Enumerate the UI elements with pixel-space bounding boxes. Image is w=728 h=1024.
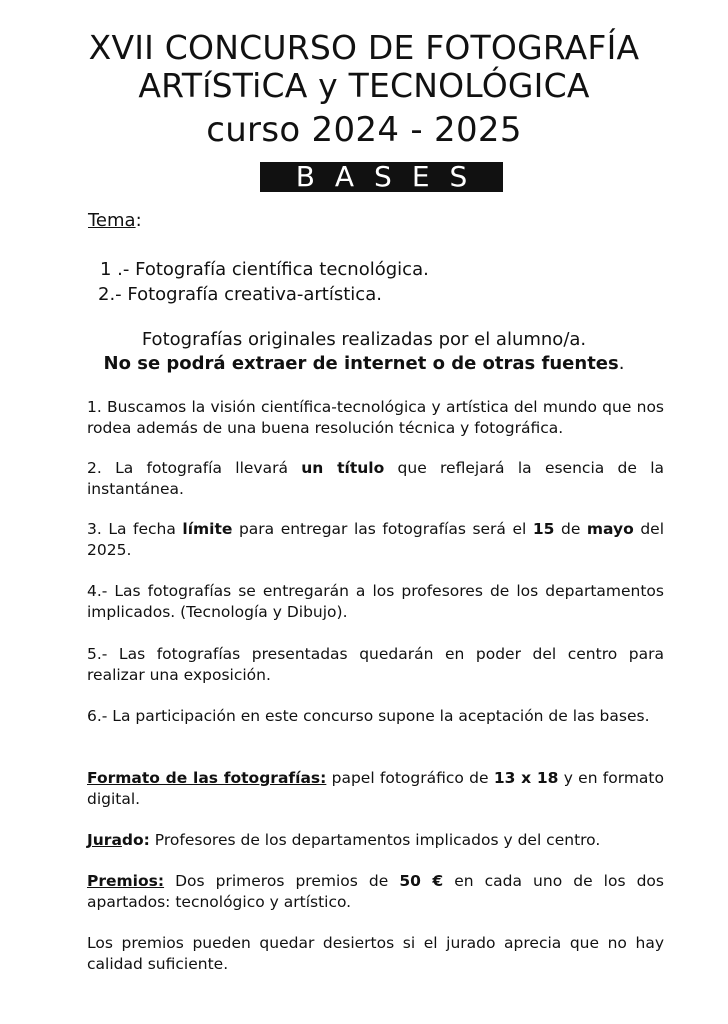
rule-2-text-c: que reflejará la esencia de la instantánea. <box>87 459 665 498</box>
no-internet-text: No se podrá extraer de internet o de otras fuentes <box>103 353 619 374</box>
jury-text: Profesores de los departamentos implicados y del centro. <box>149 831 601 849</box>
jury-label-underlined: Jura <box>87 831 122 849</box>
rule-3-limit-emphasis: límite <box>182 520 233 538</box>
tema-label: Tema <box>88 210 136 231</box>
topic-item-2: 2.- Fotografía creativa-artística. <box>98 284 382 305</box>
format-text-a: papel fotográfico de <box>326 769 494 787</box>
rule-3-day: 15 <box>532 520 555 538</box>
rule-3-text-a: 3. La fecha <box>87 520 183 538</box>
rule-4: 4.- Las fotografías se entregarán a los profesores de los departamentos implicados. (Tecnología y Dibujo). <box>87 582 664 621</box>
rule-5: 5.- Las fotografías presentadas quedarán en poder del centro para realizar una exposición. <box>87 645 664 684</box>
prizes-section <box>87 871 664 913</box>
topic-item-1: 1 .- Fotografía científica tecnológica. <box>100 259 429 280</box>
tema-colon: : <box>135 210 142 231</box>
tema-heading <box>88 209 142 233</box>
contest-title-line2: ARTíSTiCA y TECNOLÓGICA <box>138 66 590 105</box>
rule-3-text-c: para entregar las fotografías será el <box>232 520 533 538</box>
rule-6: 6.- La participación en este concurso supone la aceptación de las bases. <box>87 707 650 725</box>
rule-2-title-emphasis: un título <box>301 459 385 477</box>
rule-1: 1. Buscamos la visión científica-tecnológica y artística del mundo que nos rodea además de una buena resolución técnica y fotográfica. <box>87 398 664 437</box>
prizes-label: Premios: <box>87 872 165 890</box>
format-text-b: y en formato digital. <box>87 769 664 808</box>
format-size: 13 x 18 <box>493 769 559 787</box>
contest-title-line1: XVII CONCURSO DE FOTOGRAFÍA <box>88 28 640 67</box>
rule-3-text-e: de <box>554 520 587 538</box>
originality-note: Fotografías originales realizadas por el alumno/a. <box>141 329 587 350</box>
rule-2 <box>87 458 664 500</box>
jury-label-rest: do: <box>121 831 150 849</box>
closing-note: Los premios pueden quedar desiertos si el jurado aprecia que no hay calidad suficiente. <box>87 934 664 973</box>
bases-banner: BASES <box>260 162 503 192</box>
rule-3 <box>87 519 664 561</box>
prizes-text-b: en cada uno de los dos apartados: tecnológico y artístico. <box>87 872 664 911</box>
rule-3-month: mayo <box>586 520 634 538</box>
jury-section <box>87 830 664 851</box>
no-internet-period: . <box>618 353 625 374</box>
school-year: curso 2024 - 2025 <box>206 110 522 150</box>
rule-3-text-g: del 2025. <box>87 520 665 559</box>
prize-amount: 50 € <box>399 872 444 890</box>
no-internet-note <box>0 352 728 376</box>
rule-2-text-a: 2. La fotografía llevará <box>87 459 302 477</box>
prizes-text-a: Dos primeros premios de <box>164 872 400 890</box>
format-label: Formato de las fotografías: <box>87 769 327 787</box>
format-section <box>87 768 664 810</box>
